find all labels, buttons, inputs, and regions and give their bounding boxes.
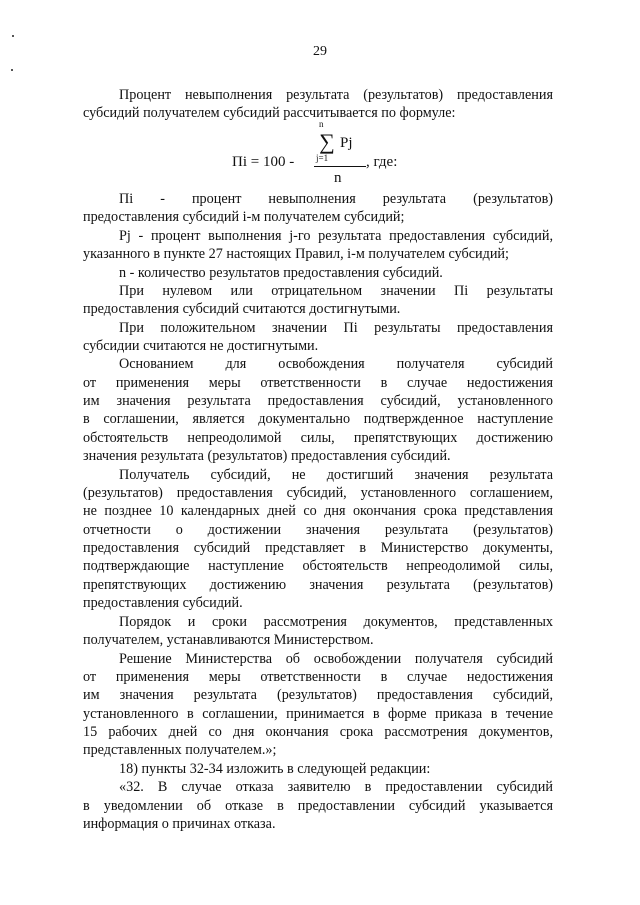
- paragraph-line: препятствующих достижению значения результата (результатов): [83, 577, 553, 593]
- paragraph-line: 18) пункты 32-34 изложить в следующей редакции:: [119, 761, 431, 777]
- paragraph-line: Pj - процент выполнения j-го результата предоставления субсидий,: [119, 228, 553, 244]
- paragraph-line: информация о причинах отказа.: [83, 816, 276, 832]
- paragraph-line: обстоятельств непреодолимой силы, препятствующих достижению: [83, 430, 553, 446]
- paragraph-line: Порядок и сроки рассмотрения документов, представленных: [119, 614, 553, 630]
- paragraph-line: установленного в соглашении, принимается в форме приказа в течение: [83, 706, 553, 722]
- paragraph-line: не позднее 10 календарных дней со дня окончания срока представления: [83, 503, 553, 519]
- paragraph-line: предоставления субсидий представляет в Министерство документы,: [83, 540, 553, 556]
- paragraph-line: (результатов) предоставления субсидий, установленного соглашением,: [83, 485, 553, 501]
- paragraph-line: При положительном значении Пi результаты предоставления: [119, 320, 553, 336]
- paragraph-line: При нулевом или отрицательном значении Пi результаты: [119, 283, 553, 299]
- paragraph-line: Решение Министерства об освобождении получателя субсидий: [119, 651, 553, 667]
- paragraph-line: значения результата (результатов) предоставления субсидий.: [83, 448, 451, 464]
- paragraph-line: Пi - процент невыполнения результата (результатов): [119, 191, 553, 207]
- sum-symbol: ∑: [319, 129, 335, 154]
- paragraph-line: в соглашении, является документально подтвержденное наступление: [83, 411, 553, 427]
- formula-tail: , где:: [366, 154, 398, 170]
- paragraph-line: «32. В случае отказа заявителю в предоставлении субсидий: [119, 779, 553, 795]
- paragraph-line: предоставления субсидий i-м получателем субсидий;: [83, 209, 405, 225]
- scan-speck: [11, 69, 13, 71]
- paragraph-line: предоставления субсидий.: [83, 595, 243, 611]
- paragraph-line: предоставления субсидий считаются достигнутыми.: [83, 301, 401, 317]
- formula-denominator: n: [334, 170, 342, 186]
- paragraph-line: им значения результата предоставления субсидий, установленного: [83, 393, 553, 409]
- fraction-bar: [314, 166, 366, 167]
- paragraph-line: Процент невыполнения результата (результатов) предоставления: [119, 87, 553, 103]
- page-number: 29: [313, 44, 327, 59]
- paragraph-line: Основанием для освобождения получателя субсидий: [119, 356, 553, 372]
- sum-upper-limit: n: [319, 119, 324, 129]
- paragraph-line: субсидии считаются не достигнутыми.: [83, 338, 319, 354]
- paragraph-line: n - количество результатов предоставления субсидий.: [119, 265, 443, 281]
- paragraph-line: 15 рабочих дней со дня окончания срока рассмотрения документов,: [83, 724, 553, 740]
- paragraph-line: указанного в пункте 27 настоящих Правил, i-м получателем субсидий;: [83, 246, 509, 262]
- paragraph-line: субсидий получателем субсидий рассчитывается по формуле:: [83, 105, 456, 121]
- formula: [232, 116, 432, 190]
- formula-lhs: Пi = 100 -: [232, 154, 295, 170]
- paragraph-line: Получатель субсидий, не достигший значения результата: [119, 467, 553, 483]
- paragraph-line: им значения результата (результатов) предоставления субсидий,: [83, 687, 553, 703]
- paragraph-line: от применения меры ответственности в случае недостижения: [83, 375, 553, 391]
- sum-lower-limit: j=1: [316, 153, 329, 163]
- paragraph-line: в уведомлении об отказе в предоставлении субсидий указывается: [83, 798, 553, 814]
- formula-numerator: Pj: [340, 135, 353, 151]
- paragraph-line: представленных получателем.»;: [83, 742, 277, 758]
- paragraph-line: получателем, устанавливаются Министерством.: [83, 632, 374, 648]
- paragraph-line: отчетности о достижении значения результата (результатов): [83, 522, 553, 538]
- paragraph-line: от применения меры ответственности в случае недостижения: [83, 669, 553, 685]
- paragraph-line: подтверждающие наступление обстоятельств непреодолимой силы,: [83, 558, 553, 574]
- scan-speck: [12, 35, 14, 37]
